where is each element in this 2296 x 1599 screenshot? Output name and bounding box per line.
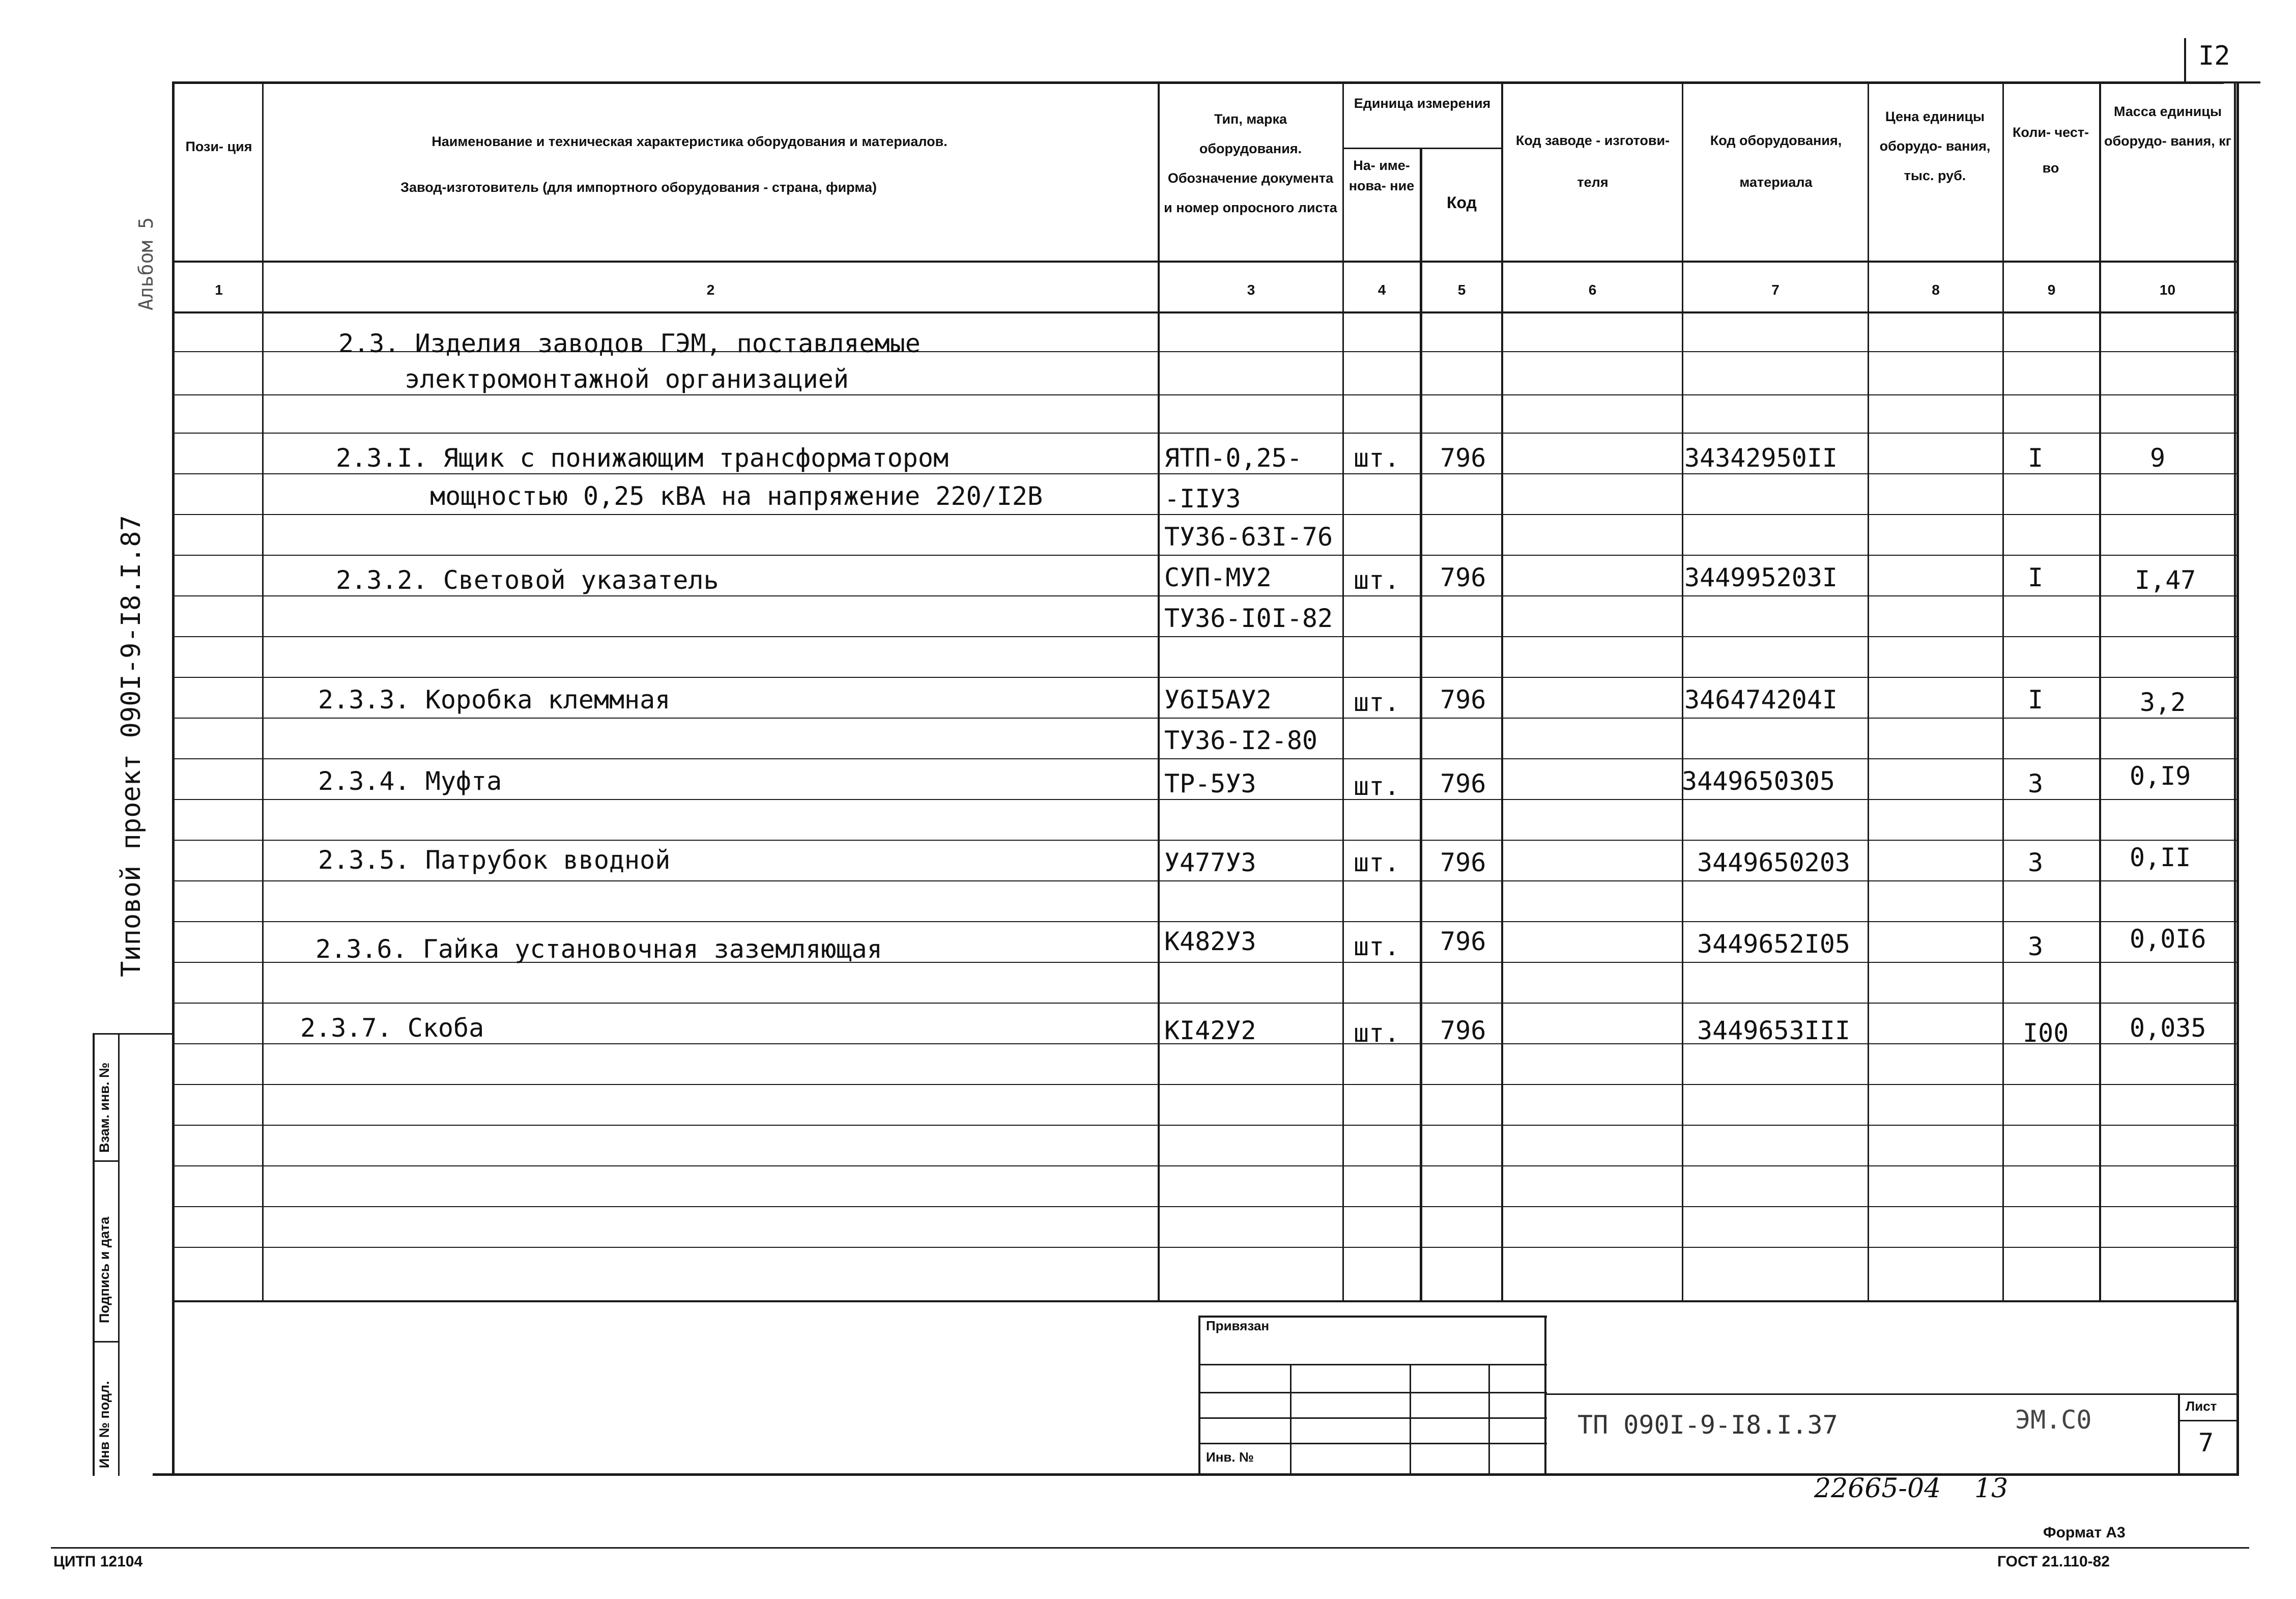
header-factory-code: Код заводе - изготови- теля [1515,133,1670,190]
list-label: Лист [2186,1398,2217,1414]
col-number-9: 9 [2047,282,2056,298]
row1-spec: ТУ36-63I-76 [1164,522,1333,552]
row6-type: К482У3 [1164,927,1256,956]
row1-code: 34342950II [1684,443,1838,473]
row3-mass: 3,2 [2140,688,2186,717]
frame-right [2236,81,2239,1476]
row6-code: 3449652I05 [1697,929,1851,959]
frame-top [173,81,2224,84]
col-number-2: 2 [706,282,715,298]
inv-no-label: Инв. № [1206,1449,1254,1465]
row2-code: 344995203I [1684,563,1838,592]
row3-qty: I [2028,685,2044,715]
col-number-3: 3 [1247,282,1255,298]
row7-unit: шт. [1354,1018,1400,1048]
handwritten-page: 13 [1974,1473,2008,1504]
col-number-10: 10 [2159,282,2176,298]
header-position: Пози- ция [185,139,252,154]
col-number-4: 4 [1377,282,1386,298]
header-mass: Масса единицы оборудо- вания, кг [2104,104,2231,149]
handwritten-number: 22665-04 [1814,1473,1941,1504]
row7-qty: I00 [2023,1018,2069,1048]
row1-name: 2.3.I. Ящик с понижающим трансформатором [336,443,949,473]
row2-type: СУП-МУ2 [1164,563,1272,592]
section-title-line1: 2.3. Изделия заводов ГЭМ, поставляемые [338,329,921,358]
row6-name: 2.3.6. Гайка установочная заземляющая [315,934,882,964]
row7-type: КI42У2 [1164,1016,1256,1045]
row6-unit: шт. [1354,932,1400,961]
row7-mass: 0,035 [2130,1013,2206,1043]
row1-qty: I [2028,443,2044,473]
row4-unit-code: 796 [1440,769,1486,798]
row6-mass: 0,0I6 [2130,924,2206,954]
row7-code: 3449653III [1697,1016,1851,1045]
row5-code: 3449650203 [1697,848,1851,877]
row3-unit: шт. [1354,688,1400,717]
row4-name: 2.3.4. Муфта [318,766,502,796]
row1-type: ЯТП-0,25- [1164,443,1302,473]
header-unit-group-text: Единица измерения [1354,96,1491,111]
row2-qty: I [2028,563,2044,592]
row3-type: У6I5АУ2 [1164,685,1272,715]
row6-qty: 3 [2028,932,2044,961]
header-name-line2: Завод-изготовитель (для импортного оборудования - страна, фирма) [400,180,877,195]
row4-mass: 0,I9 [2130,761,2191,791]
row2-unit: шт. [1354,565,1400,595]
frame-left [172,81,175,1476]
header-unit-code: Код [1447,193,1477,212]
header-price: Цена единицы оборудо- вания, тыс. руб. [1879,109,1991,183]
header-quantity: Коли- чест- во [2012,125,2089,176]
row2-unit-code: 796 [1440,563,1486,592]
footer-gost: ГОСТ 21.110-82 [1997,1553,2110,1570]
doc-code: ТП 090I-9-I8.I.37 [1577,1410,1838,1440]
row3-unit-code: 796 [1440,685,1486,715]
row1-type-cont: -IIУ3 [1164,484,1241,513]
row3-name: 2.3.3. Коробка клеммная [318,685,671,715]
section-title-line2: электромонтажной организацией [405,364,849,394]
col-number-5: 5 [1457,282,1466,298]
project-label: Типовой проект 090I-9-I8.I.87 [116,515,147,977]
table-bottom [173,1300,2239,1302]
row2-name: 2.3.2. Световой указатель [336,565,719,595]
stamp-inv-orig: Инв № подл. [97,1381,112,1468]
row5-type: У477У3 [1164,848,1256,877]
row4-unit: шт. [1354,772,1400,801]
doc-mark: ЭМ.С0 [2015,1405,2092,1435]
row4-qty: 3 [2028,769,2044,798]
row7-unit-code: 796 [1440,1016,1486,1045]
row2-spec: ТУ36-I0I-82 [1164,604,1333,633]
sheet-number: I2 [2198,41,2230,71]
privyazan-label: Привязан [1206,1318,1270,1333]
row3-code: 346474204I [1684,685,1838,715]
row2-mass: I,47 [2135,565,2196,595]
row1-mass: 9 [2150,443,2166,473]
row5-mass: 0,II [2130,843,2191,872]
col-number-8: 8 [1932,282,1940,298]
album-label: Альбом 5 [135,217,157,310]
header-name-line1: Наименование и техническая характеристика оборудования и материалов. [432,134,948,149]
row5-qty: 3 [2028,848,2044,877]
list-number: 7 [2198,1428,2214,1458]
stamp-sign-date: Подпись и дата [97,1216,112,1323]
row3-spec: ТУ36-I2-80 [1164,726,1318,755]
row1-name-cont: мощностью 0,25 кВА на напряжение 220/I2В [430,481,1043,511]
header-unit-name: На- име- нова- ние [1348,158,1415,193]
row6-unit-code: 796 [1440,927,1486,956]
footer-format: Формат А3 [2043,1524,2126,1541]
header-type: Тип, марка оборудования. Обозначение документа и номер опросного листа [1164,111,1337,215]
row7-name: 2.3.7. Скоба [300,1013,484,1043]
row1-unit: шт. [1354,443,1400,473]
header-equipment-code: Код оборудования, материала [1710,133,1842,190]
col-number-7: 7 [1771,282,1780,298]
row4-code: 3449650305 [1682,766,1835,796]
row5-name: 2.3.5. Патрубок вводной [318,845,671,875]
row5-unit-code: 796 [1440,848,1486,877]
stamp-vzam-inv: Взам. инв. № [97,1062,112,1153]
row5-unit: шт. [1354,848,1400,877]
col-number-6: 6 [1588,282,1597,298]
footer-citp: ЦИТП 12104 [53,1553,143,1570]
col-number-1: 1 [215,282,223,298]
row4-type: ТР-5У3 [1164,769,1256,798]
row1-unit-code: 796 [1440,443,1486,473]
